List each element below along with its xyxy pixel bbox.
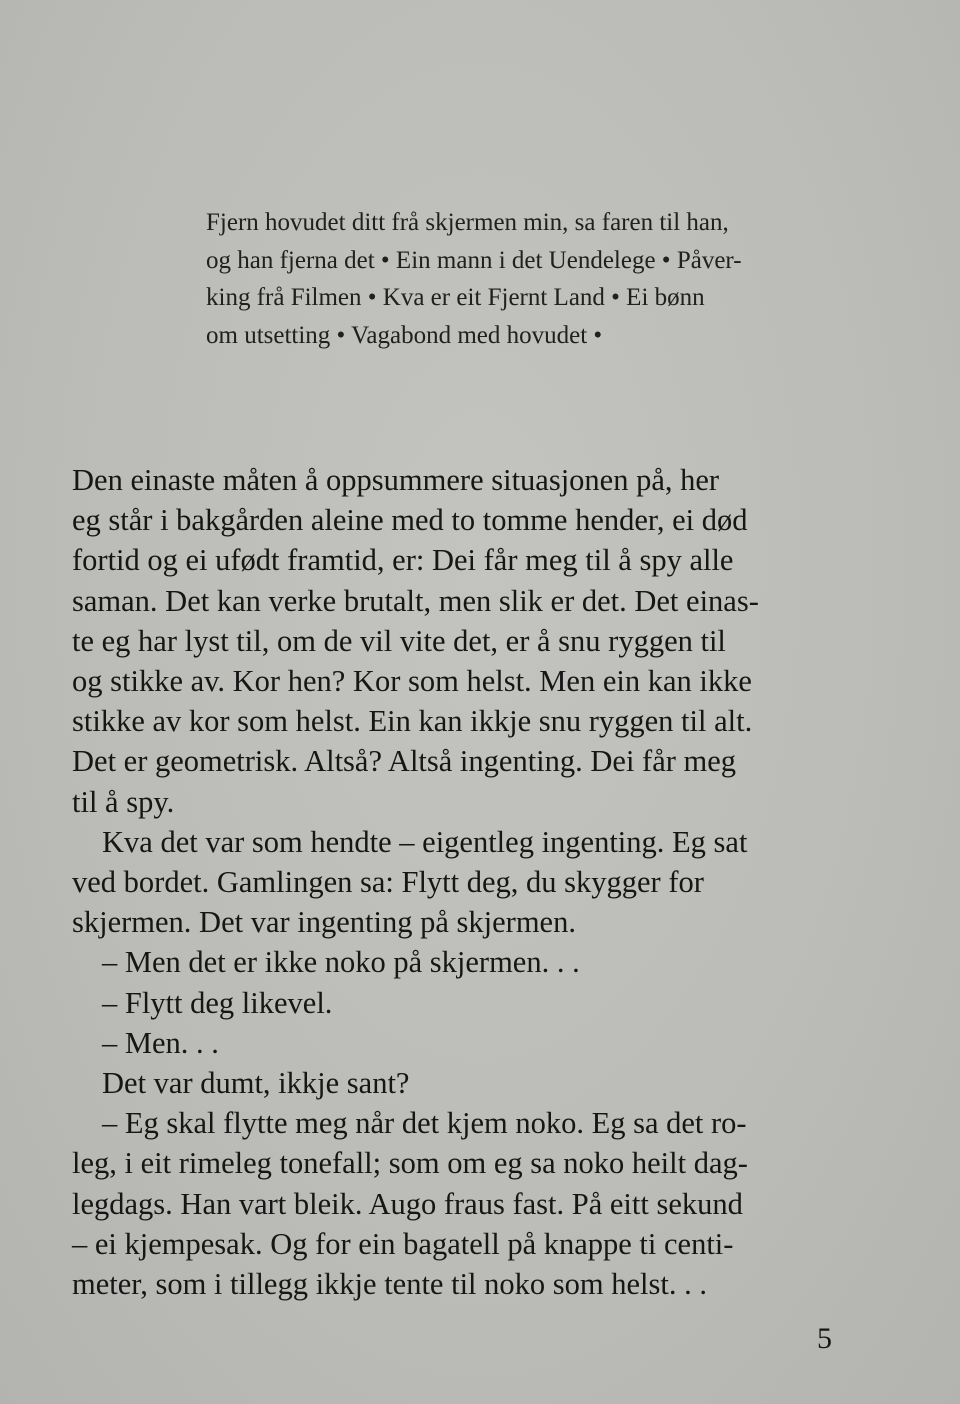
body-line: meter, som i tillegg ikkje tente til noko som helst. . . [72, 1267, 707, 1302]
body-line: stikke av kor som helst. Ein kan ikkje snu ryggen til alt. [72, 704, 753, 739]
body-line: skjermen. Det var ingenting på skjermen. [72, 905, 576, 940]
body-line: te eg har lyst til, om de vil vite det, er å snu ryggen til [72, 623, 726, 658]
body-line: og stikke av. Kor hen? Kor som helst. Men ein kan ikke [72, 664, 752, 699]
page-number: 5 [817, 1322, 832, 1355]
body-line: Det var dumt, ikkje sant? [102, 1066, 410, 1101]
summary-line: om utsetting • Vagabond med hovudet • [206, 321, 603, 349]
summary-line: og han fjerna det • Ein mann i det Uendelege • Påver- [206, 246, 742, 274]
body-line: saman. Det kan verke brutalt, men slik er det. Det einas- [72, 583, 759, 618]
body-line: legdags. Han vart bleik. Augo fraus fast. På eitt sekund [72, 1186, 743, 1221]
body-line: leg, i eit rimeleg tonefall; som om eg sa noko heilt dag- [72, 1146, 748, 1181]
body-line: Kva det var som hendte – eigentleg ingenting. Eg sat [102, 824, 748, 859]
body-line: ved bordet. Gamlingen sa: Flytt deg, du skygger for [72, 865, 704, 900]
summary-line: Fjern hovudet ditt frå skjermen min, sa faren til han, [206, 209, 729, 236]
body-text [72, 460, 842, 1304]
body-line: Det er geometrisk. Altså? Altså ingenting. Dei får meg [72, 744, 737, 779]
dialogue-line: – Flytt deg likevel. [102, 985, 333, 1020]
body-line: Den einaste måten å oppsummere situasjonen på, her [72, 463, 720, 497]
body-line: fortid og ei ufødt framtid, er: Dei får meg til å spy alle [72, 543, 734, 578]
body-line: eg står i bakgården aleine med to tomme hender, ei død [72, 503, 748, 538]
body-line: – ei kjempesak. Og for ein bagatell på knappe ti centi- [72, 1226, 734, 1261]
summary-line: king frå Filmen • Kva er eit Fjernt Land • Ei bønn [206, 284, 705, 311]
dialogue-line: – Men. . . [102, 1025, 219, 1060]
chapter-summary [206, 204, 846, 354]
dialogue-line: – Eg skal flytte meg når det kjem noko. Eg sa det ro- [102, 1106, 747, 1141]
dialogue-line: – Men det er ikke noko på skjermen. . . [102, 945, 580, 980]
body-line: til å spy. [72, 784, 175, 819]
